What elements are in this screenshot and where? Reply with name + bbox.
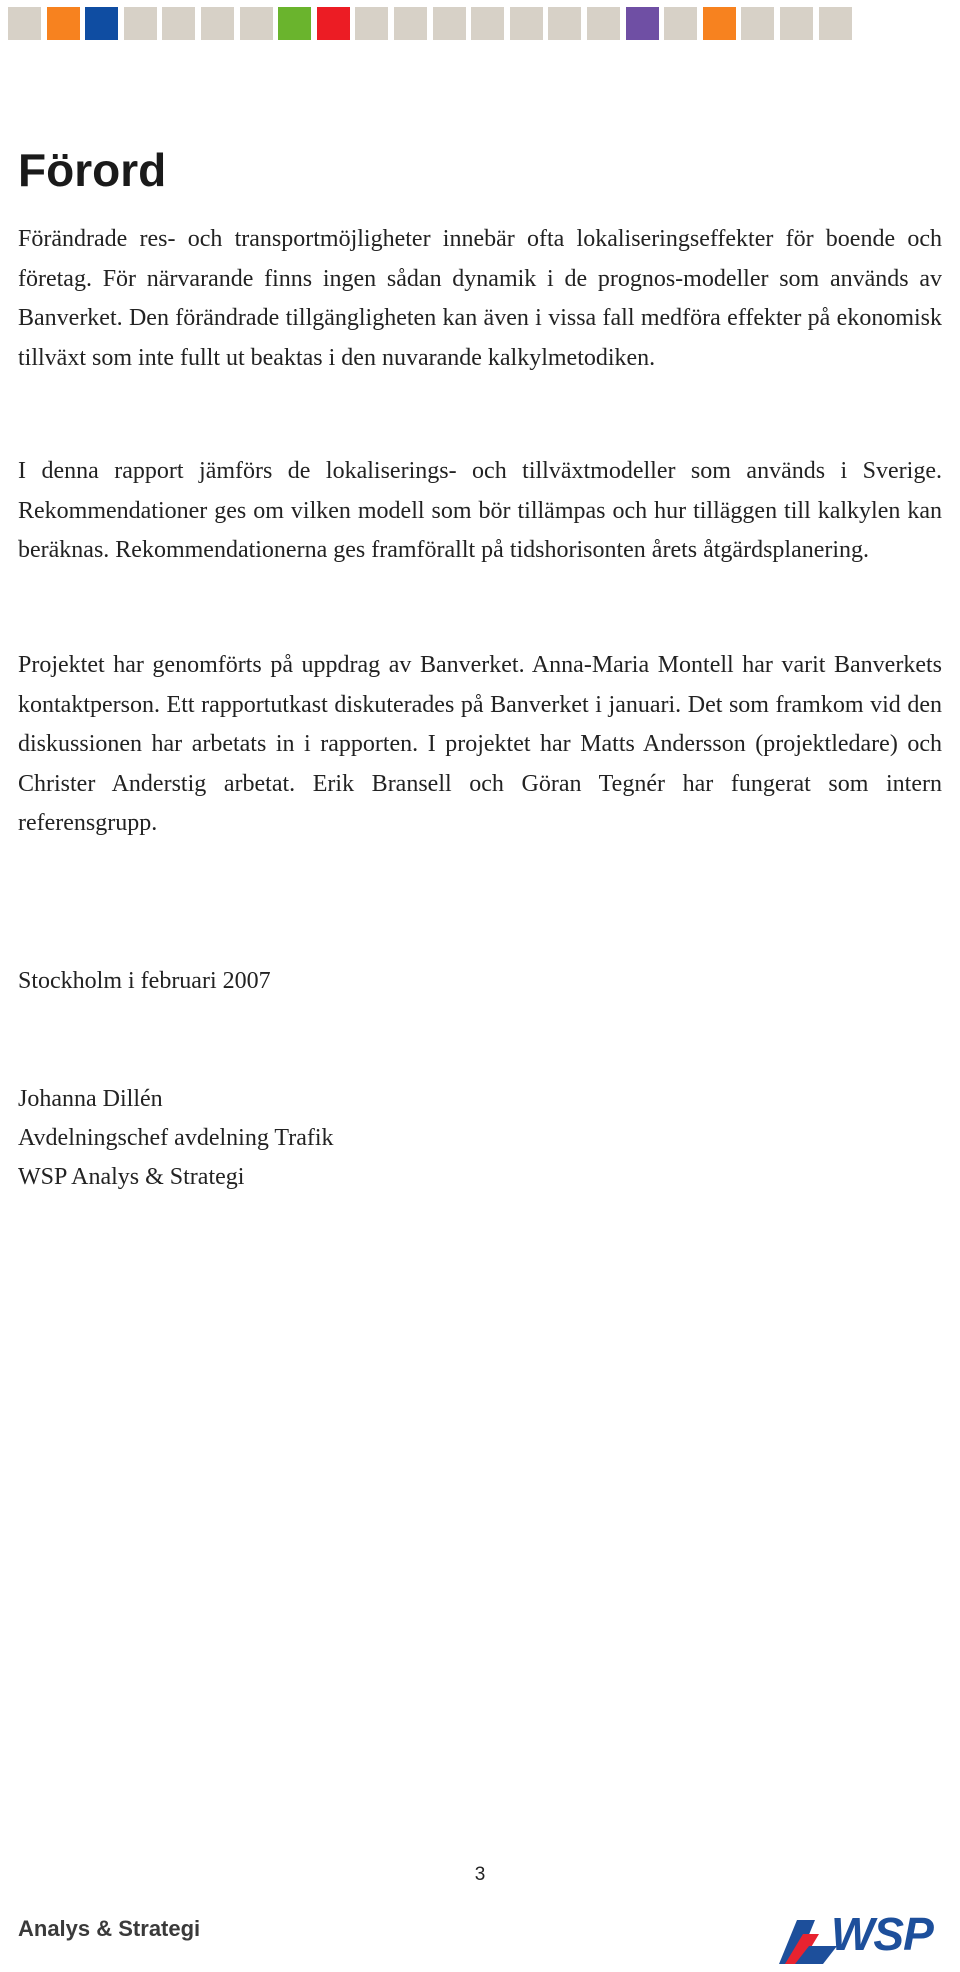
signatory-role: Avdelningschef avdelning Trafik bbox=[18, 1125, 334, 1151]
page-number: 3 bbox=[474, 1864, 486, 1885]
place-and-date: Stockholm i februari 2007 bbox=[18, 968, 271, 994]
header-color-square bbox=[355, 7, 388, 40]
header-color-square bbox=[317, 7, 350, 40]
header-color-square bbox=[510, 7, 543, 40]
header-color-square bbox=[433, 7, 466, 40]
page-title: Förord bbox=[18, 144, 167, 196]
header-color-square bbox=[548, 7, 581, 40]
wsp-logo-mark-icon bbox=[775, 1906, 839, 1966]
paragraph-intro: Förändrade res- och transportmöjligheter innebär ofta lokaliseringseffekter för boende och företag. För närvarande finns ingen sådan dynamik i de prognos-modeller som används av Banverket. Den förändrade tillgängligheten kan även i vissa fall medföra effekter på ekonomisk tillväxt som inte fullt ut beaktas i den nuvarande kalkylmetodiken. bbox=[18, 226, 942, 371]
footer-department-label: Analys & Strategi bbox=[18, 1916, 201, 1941]
paragraph-report-scope: I denna rapport jämförs de lokaliserings- och tillväxtmodeller som används i Sverige. Rekommendationer ges om vilken modell som bör tillämpas och hur tilläggen till kalkylen kan beräknas. Rekommendationerna ges framförallt på tidshorisonten årets åtgärdsplanering. bbox=[18, 458, 942, 563]
header-color-square bbox=[471, 7, 504, 40]
signatory-organization: WSP Analys & Strategi bbox=[18, 1164, 245, 1190]
wsp-logo bbox=[775, 1906, 955, 1966]
header-color-square bbox=[664, 7, 697, 40]
header-color-square bbox=[240, 7, 273, 40]
signatory-name: Johanna Dillén bbox=[18, 1086, 163, 1112]
header-color-square bbox=[703, 7, 736, 40]
header-color-square bbox=[124, 7, 157, 40]
header-color-square bbox=[394, 7, 427, 40]
header-color-square bbox=[201, 7, 234, 40]
header-color-strip bbox=[8, 7, 945, 40]
header-color-square bbox=[278, 7, 311, 40]
header-color-square bbox=[780, 7, 813, 40]
header-color-square bbox=[8, 7, 41, 40]
header-color-square bbox=[819, 7, 852, 40]
header-color-square bbox=[85, 7, 118, 40]
header-color-square bbox=[741, 7, 774, 40]
header-color-square bbox=[47, 7, 80, 40]
header-color-square bbox=[626, 7, 659, 40]
header-color-square bbox=[587, 7, 620, 40]
paragraph-project-info: Projektet har genomförts på uppdrag av Banverket. Anna-Maria Montell har varit Banverkets kontaktperson. Ett rapportutkast diskuterades på Banverket i januari. Det som framkom vid den diskussionen har arbetats in i rapporten. I projektet har Matts Andersson (projektledare) och Christer Anderstig arbetat. Erik Bransell och Göran Tegnér har fungerat som intern referensgrupp. bbox=[18, 652, 942, 836]
header-color-square bbox=[162, 7, 195, 40]
wsp-logo-text: WSP bbox=[831, 1908, 933, 1960]
